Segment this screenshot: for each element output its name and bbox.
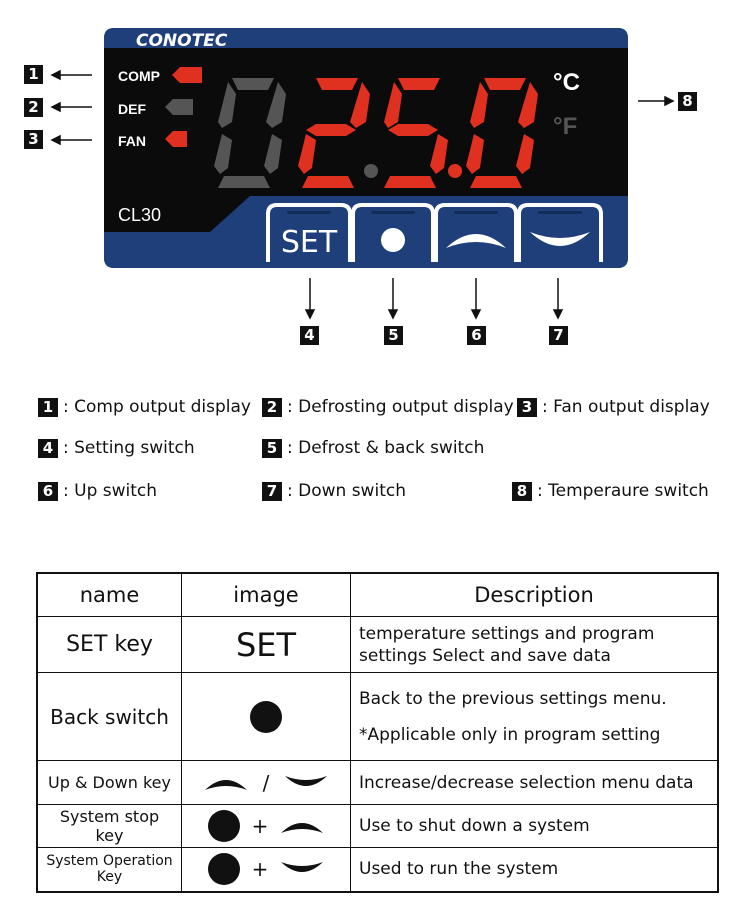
plus-sign: + xyxy=(251,857,269,882)
legend-text: : Up switch xyxy=(63,481,158,501)
legend-item-1 xyxy=(38,397,251,417)
legend-num: 3 xyxy=(517,398,537,417)
legend-num: 6 xyxy=(38,482,58,501)
indicator-comp-label: COMP xyxy=(118,68,160,84)
callout-1: 1 xyxy=(24,65,43,84)
table-row xyxy=(37,805,718,848)
description-line: *Applicable only in program setting xyxy=(359,724,661,745)
callout-5: 5 xyxy=(384,326,403,345)
row-name: System stop key xyxy=(37,805,182,848)
legend-num: 5 xyxy=(262,439,282,458)
brand-logo: CONOTEC xyxy=(136,31,228,51)
dot-icon xyxy=(250,701,282,733)
operation-key-image xyxy=(182,848,351,892)
row-name: SET key xyxy=(37,617,182,673)
table-row xyxy=(37,848,718,892)
up-down-key-image xyxy=(182,761,351,805)
dot-icon xyxy=(208,853,240,885)
legend-text: : Setting switch xyxy=(63,438,195,458)
set-key-image: SET xyxy=(182,617,351,673)
model-label: CL30 xyxy=(118,205,162,225)
controller-diagram xyxy=(0,0,754,360)
legend-item-7 xyxy=(262,481,406,501)
table-row xyxy=(37,617,718,673)
legend-item-5 xyxy=(262,438,484,458)
stop-key-image xyxy=(182,805,351,848)
svg-text:SET: SET xyxy=(280,225,338,260)
legend-num: 4 xyxy=(38,439,58,458)
legend-item-6 xyxy=(38,481,157,501)
legend-item-8 xyxy=(512,481,709,501)
legend-text: : Down switch xyxy=(287,481,406,501)
legend-item-4 xyxy=(38,438,195,458)
decimal-point-2 xyxy=(448,164,462,178)
table-row xyxy=(37,761,718,805)
callout-7: 7 xyxy=(549,326,568,345)
callout-2: 2 xyxy=(24,98,43,117)
dot-icon xyxy=(208,810,240,842)
display-value-text xyxy=(0,0,1,1)
row-name: System Operation Key xyxy=(37,848,182,892)
separator: / xyxy=(262,770,270,795)
description-line: settings Select and save data xyxy=(359,645,611,666)
header-description: Description xyxy=(351,573,719,617)
row-description: Use to shut down a system xyxy=(351,805,719,848)
back-key-image xyxy=(182,673,351,761)
row-description xyxy=(351,617,719,673)
legend-item-3 xyxy=(517,397,710,417)
table-header-row xyxy=(37,573,718,617)
decimal-point-1 xyxy=(364,164,378,178)
plus-sign: + xyxy=(251,814,269,838)
legend-item-2 xyxy=(262,397,514,417)
header-image: image xyxy=(182,573,351,617)
legend-text: : Comp output display xyxy=(63,397,251,417)
up-arrow-icon xyxy=(280,817,324,835)
legend-num: 7 xyxy=(262,482,282,501)
fahrenheit-indicator: °F xyxy=(553,113,578,140)
celsius-indicator: °C xyxy=(553,69,580,96)
key-function-table xyxy=(36,572,719,893)
callout-8: 8 xyxy=(678,92,697,111)
row-description xyxy=(351,673,719,761)
indicator-fan-label: FAN xyxy=(118,133,146,149)
description-line: Back to the previous settings menu. xyxy=(359,688,667,709)
dot-icon xyxy=(381,228,405,252)
row-description: Used to run the system xyxy=(351,848,719,892)
legend-num: 1 xyxy=(38,398,58,417)
description-line: temperature settings and program xyxy=(359,623,655,644)
legend-text: : Defrosting output display xyxy=(287,397,514,417)
callout-4: 4 xyxy=(300,326,319,345)
callout-3: 3 xyxy=(24,130,43,149)
row-name: Up & Down key xyxy=(37,761,182,805)
down-arrow-icon xyxy=(280,860,324,878)
legend-text: : Temperaure switch xyxy=(537,481,709,501)
row-description: Increase/decrease selection menu data xyxy=(351,761,719,805)
legend-text: : Defrost & back switch xyxy=(287,438,485,458)
table-row xyxy=(37,673,718,761)
indicator-def-label: DEF xyxy=(118,101,146,117)
legend-num: 8 xyxy=(512,482,532,501)
down-arrow-icon xyxy=(284,774,328,792)
header-name: name xyxy=(37,573,182,617)
up-arrow-icon xyxy=(204,774,248,792)
callout-6: 6 xyxy=(467,326,486,345)
legend-text: : Fan output display xyxy=(542,397,710,417)
row-name: Back switch xyxy=(37,673,182,761)
legend-num: 2 xyxy=(262,398,282,417)
